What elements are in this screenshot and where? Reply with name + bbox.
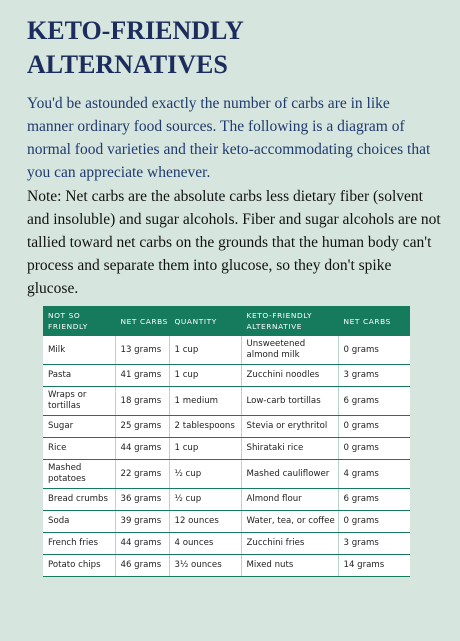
cell-food: Potato chips: [43, 555, 115, 577]
cell-food: Rice: [43, 438, 115, 460]
cell-alternative: Unsweetened almond milk: [241, 336, 338, 365]
table-row: [43, 533, 410, 555]
cell-food: Bread crumbs: [43, 489, 115, 511]
cell-net-carbs: 18 grams: [115, 387, 169, 416]
cell-alt-net-carbs: 0 grams: [338, 416, 410, 438]
header-not-so-friendly: NOT SO FRIENDLY: [43, 306, 115, 336]
cell-alternative: Shirataki rice: [241, 438, 338, 460]
cell-quantity: 2 tablespoons: [169, 416, 241, 438]
cell-alt-net-carbs: 14 grams: [338, 555, 410, 577]
cell-net-carbs: 22 grams: [115, 460, 169, 489]
header-keto-alternative: KETO-FRIENDLY ALTERNATIVE: [241, 306, 338, 336]
cell-net-carbs: 44 grams: [115, 533, 169, 555]
cell-alternative: Water, tea, or coffee: [241, 511, 338, 533]
cell-alt-net-carbs: 0 grams: [338, 336, 410, 365]
table-row: [43, 438, 410, 460]
cell-net-carbs: 41 grams: [115, 365, 169, 387]
table-row: [43, 416, 410, 438]
cell-alt-net-carbs: 3 grams: [338, 533, 410, 555]
cell-quantity: 3½ ounces: [169, 555, 241, 577]
header-net-carbs: NET CARBS: [115, 306, 169, 336]
cell-alt-net-carbs: 6 grams: [338, 489, 410, 511]
table-row: [43, 365, 410, 387]
table-row: [43, 336, 410, 365]
cell-alt-net-carbs: 0 grams: [338, 438, 410, 460]
cell-quantity: 1 cup: [169, 438, 241, 460]
note-paragraph: Note: Net carbs are the absolute carbs less dietary fiber (solvent and insoluble) and sugar alcohols. Fiber and sugar alcohols are not tallied toward net carbs on the grounds that the human body can't process and separate them into glucose, so they don't spike glucose.: [27, 188, 441, 297]
cell-quantity: 4 ounces: [169, 533, 241, 555]
cell-net-carbs: 13 grams: [115, 336, 169, 365]
cell-quantity: ½ cup: [169, 460, 241, 489]
cell-alternative: Almond flour: [241, 489, 338, 511]
cell-food: Mashed potatoes: [43, 460, 115, 489]
cell-food: Soda: [43, 511, 115, 533]
cell-alt-net-carbs: 3 grams: [338, 365, 410, 387]
cell-alt-net-carbs: 0 grams: [338, 511, 410, 533]
header-alt-net-carbs: NET CARBS: [338, 306, 410, 336]
cell-alternative: Mashed cauliflower: [241, 460, 338, 489]
cell-net-carbs: 36 grams: [115, 489, 169, 511]
cell-net-carbs: 44 grams: [115, 438, 169, 460]
cell-net-carbs: 39 grams: [115, 511, 169, 533]
header-quantity: QUANTITY: [169, 306, 241, 336]
cell-alternative: Mixed nuts: [241, 555, 338, 577]
cell-quantity: ½ cup: [169, 489, 241, 511]
table-row: [43, 555, 410, 577]
intro-paragraph: You'd be astounded exactly the number of carbs are in like manner ordinary food sources. The following is a diagram of normal food varieties and their keto-accommodating choices that you can appreciate whenever.: [27, 95, 431, 181]
carbs-table: [43, 306, 410, 577]
cell-alternative: Zucchini fries: [241, 533, 338, 555]
cell-alternative: Low-carb tortillas: [241, 387, 338, 416]
cell-alternative: Zucchini noodles: [241, 365, 338, 387]
cell-alternative: Stevia or erythritol: [241, 416, 338, 438]
table-row: [43, 460, 410, 489]
table-row: [43, 511, 410, 533]
page-title: KETO-FRIENDLY ALTERNATIVES: [27, 16, 243, 79]
cell-quantity: 1 cup: [169, 365, 241, 387]
cell-food: Sugar: [43, 416, 115, 438]
carbs-table-container: [43, 306, 410, 577]
cell-quantity: 1 cup: [169, 336, 241, 365]
cell-alt-net-carbs: 6 grams: [338, 387, 410, 416]
table-header-row: [43, 306, 410, 336]
table-row: [43, 489, 410, 511]
cell-quantity: 12 ounces: [169, 511, 241, 533]
cell-food: Pasta: [43, 365, 115, 387]
cell-food: Milk: [43, 336, 115, 365]
cell-net-carbs: 46 grams: [115, 555, 169, 577]
cell-food: Wraps or tortillas: [43, 387, 115, 416]
cell-alt-net-carbs: 4 grams: [338, 460, 410, 489]
cell-quantity: 1 medium: [169, 387, 241, 416]
table-row: [43, 387, 410, 416]
cell-food: French fries: [43, 533, 115, 555]
cell-net-carbs: 25 grams: [115, 416, 169, 438]
